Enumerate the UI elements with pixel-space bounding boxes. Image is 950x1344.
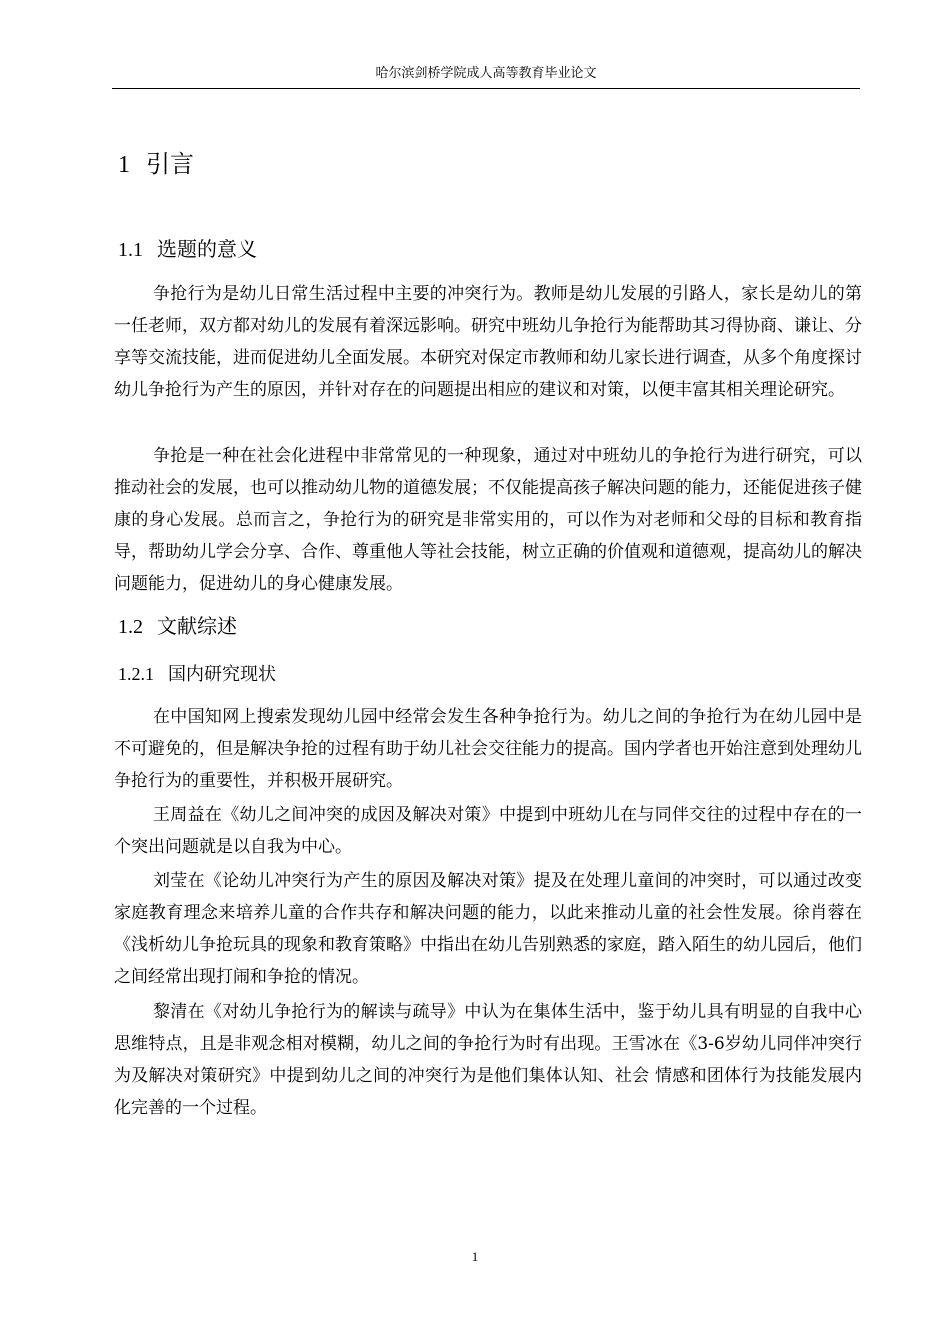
section-title: 选题的意义: [157, 237, 257, 261]
chapter-number: 1: [118, 152, 130, 178]
section-number: 1.1: [118, 239, 143, 261]
subsection-number: 1.2.1: [118, 664, 154, 684]
subsection-title: 国内研究现状: [168, 664, 276, 685]
section-title: 文献综述: [157, 614, 237, 638]
section-number: 1.2: [118, 616, 143, 638]
chapter-title: 引言: [146, 150, 194, 178]
paragraph: 在中国知网上搜索发现幼儿园中经常会发生各种争抢行为。幼儿之间的争抢行为在幼儿园中是不可避免的，但是解决争抢的过程有助于幼儿社会交往能力的提高。国内学者也开始注意到处理幼儿争抢行为的重要性，并积极开展研究。: [114, 707, 862, 791]
chapter-heading: [118, 149, 194, 180]
section-heading-1-2: [118, 613, 237, 640]
section-heading-1-1: [118, 236, 257, 263]
paragraph: 王周益在《幼儿之间冲突的成因及解决对策》中提到中班幼儿在与同伴交往的过程中存在的一个突出问题就是以自我为中心。: [114, 805, 862, 857]
paragraph: 争抢行为是幼儿日常生活过程中主要的冲突行为。教师是幼儿发展的引路人，家长是幼儿的第一任老师，双方都对幼儿的发展有着深远影响。研究中班幼儿争抢行为能帮助其习得协商、谦让、分享等交流技能，进而促进幼儿全面发展。本研究对保定市教师和幼儿家长进行调查，从多个角度探讨幼儿争抢行为产生的原因，并针对存在的问题提出相应的建议和对策，以便丰富其相关理论研究。: [114, 284, 862, 400]
page-number: 1: [471, 1249, 479, 1264]
running-header: 哈尔滨剑桥学院成人高等教育毕业论文: [375, 66, 597, 81]
paragraph: 刘莹在《论幼儿冲突行为产生的原因及解决对策》提及在处理儿童间的冲突时，可以通过改变家庭教育理念来培养儿童的合作共存和解决问题的能力，以此来推动儿童的社会性发展。徐肖蓉在《浅析幼儿争抢玩具的现象和教育策略》中指出在幼儿告别熟悉的家庭，踏入陌生的幼儿园后，他们之间经常出现打闹和争抢的情况。: [114, 871, 862, 987]
paragraph: 争抢是一种在社会化进程中非常常见的一种现象，通过对中班幼儿的争抢行为进行研究，可以推动社会的发展，也可以推动幼儿物的道德发展；不仅能提高孩子解决问题的能力，还能促进孩子健康的身心发展。总而言之，争抢行为的研究是非常实用的，可以作为对老师和父母的目标和教育指导，帮助幼儿学会分享、合作、尊重他人等社会技能，树立正确的价值观和道德观，提高幼儿的解决问题能力，促进幼儿的身心健康发展。: [114, 446, 862, 594]
header-rule: [112, 88, 860, 89]
paragraph: 黎清在《对幼儿争抢行为的解读与疏导》中认为在集体生活中，鉴于幼儿具有明显的自我中心思维特点，且是非观念相对模糊，幼儿之间的争抢行为时有出现。王雪冰在《3-6岁幼儿同伴冲突行为及解决对策研究》中提到幼儿之间的冲突行为是他们集体认知、社会 情感和团体行为技能发展内化完善的一个过程。: [114, 1002, 862, 1118]
subsection-heading-1-2-1: [118, 662, 276, 687]
